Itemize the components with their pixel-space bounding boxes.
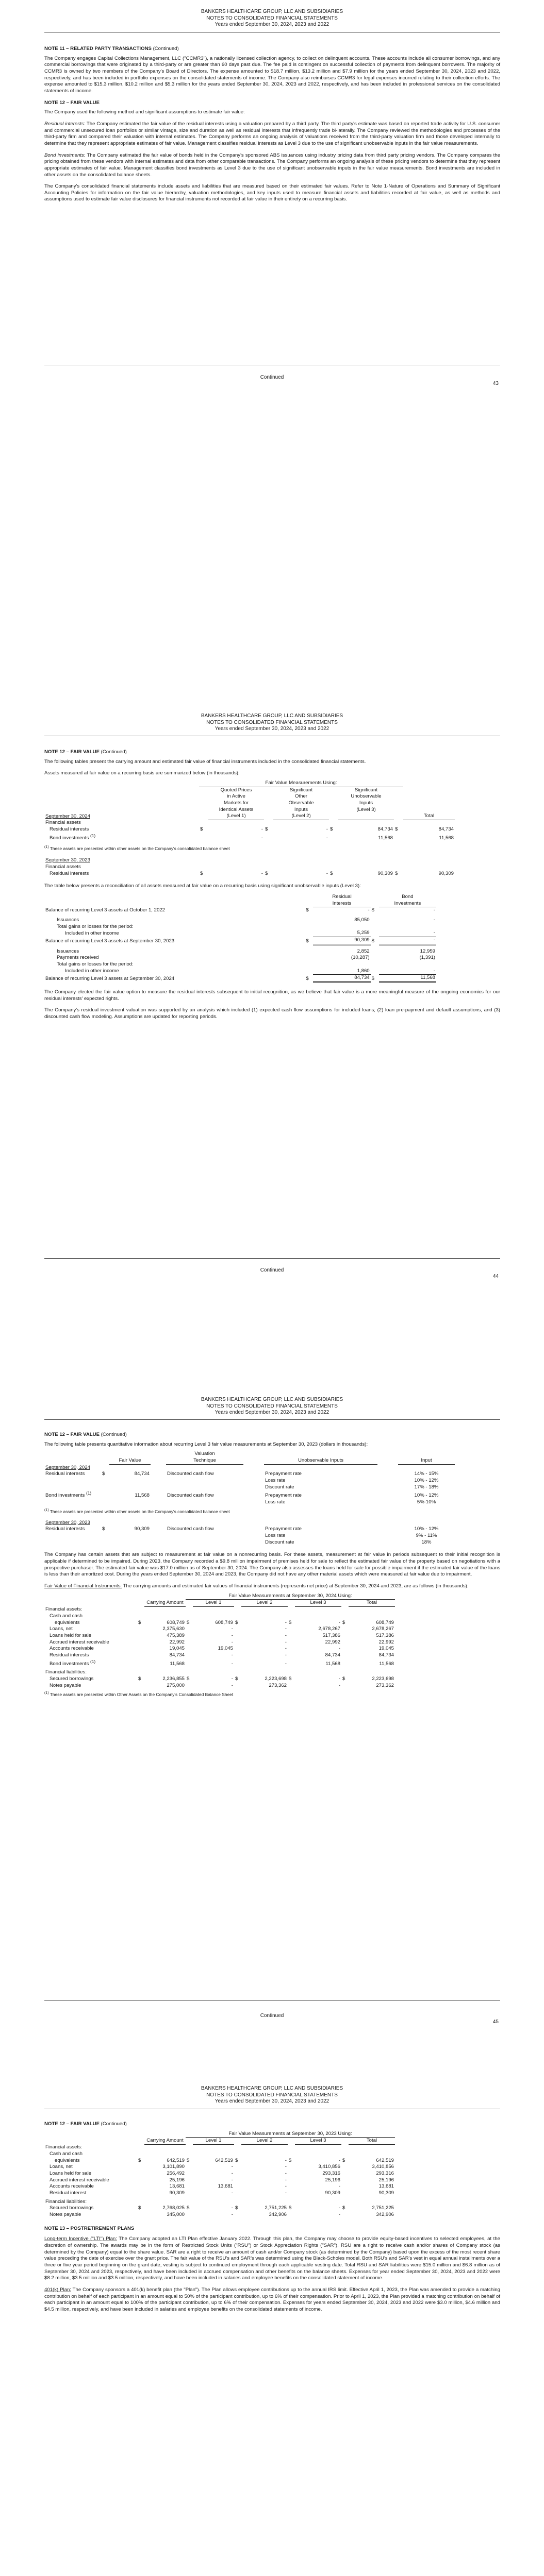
- fair-value-option-text: The Company elected the fair value option to measure the residual interests subsequent to initial recognition, as we believe that fair value is a more meaningful measure of the ongoing economics for our residual interests' expected rights.: [44, 989, 500, 1002]
- assets-2024-body: [44, 1613, 500, 1667]
- table-row: Residual interests $ 84,734 Discounted cash flow Prepayment rate 14% - 15%: [45, 1471, 439, 1477]
- continued-label: Continued: [260, 375, 284, 380]
- bond-paragraph: Bond investments: The Company estimated the fair value of bonds held in the Company's sponsored ABS issuances using industry pricing data from third party pricing vendors. The Company compares the pricing obtained from these vendors with internal estimates and data from other comparable transactions. The Company performs an ongoing analysis of these pricing vendors to determine that they represent appropriate estimates of fair value. Management classifies bond investments as Level 3 due to the use of significant unobservable inputs in the fair value measurements. Bond investments are included in other assets on the consolidated balance sheets.: [44, 152, 500, 178]
- company-name: BANKERS HEALTHCARE GROUP, LLC AND SUBSIDIARIES: [201, 9, 343, 14]
- page-45: [0, 1397, 544, 2110]
- table-row: Included in other income 1,860 -: [65, 968, 435, 974]
- header-title: NOTES TO CONSOLIDATED FINANCIAL STATEMENTS: [206, 719, 338, 725]
- table-row: Secured borrowings $ 2,236,855 $ - $ 2,223,698 $ - $ 2,223,698: [50, 1676, 394, 1682]
- fvm-header: Fair Value Measurements Using:: [199, 780, 403, 787]
- header-period: Years ended September 30, 2024, 2023 and 2022: [215, 2098, 329, 2104]
- table-row: Accounts receivable 19,045 19,045 - - 19,045: [50, 1646, 394, 1652]
- recon-intro: The table below presents a reconciliation of all assets measured at fair value on a recurring basis using significant unobservable inputs (Level 3):: [44, 883, 361, 889]
- table-row: Loans held for sale 475,389 - - 517,386 517,386: [50, 1632, 394, 1638]
- table-row: Loss rate 10% - 12%: [265, 1477, 439, 1483]
- footnote: $^{(1)}$ These assets are presented within Other Assets on the Company's Consolidated Balance Sheet: [44, 1691, 234, 1698]
- table-row: Accrued interest receivable 25,196 - - 25,196 25,196: [50, 2177, 394, 2183]
- financial-instruments-2024-table: Fair Value Measurements at September 30, 2024 Using: Carrying Amount Level 1 Level 2 Level 3 Total Financial assets: Cash and cash equivalents $ 608,749 $ 608,749 $ - $ - $ 608,749 Loans, net 2,375,630 - - 2,678,267 2,678,267 Loans held for sale 475,389 - - 517,386 517,386 Accrued interest receivable 22,992 - - 22,992 22,992 Accounts receivable 19,045 19,045 - - 19,045 Residual interests 84,734 - - 84,734 84,734 Bond investments $^{(1)}$ 11,568 - - 11,568 11,568 Financial liabilities: Secured borrowings $ 2,236,855 $ - $ 2,223,698 $ - $ 2,223,698 Notes payable 275,000 - 273,362 - 273,362: [44, 1593, 500, 1689]
- tables-intro: The following tables present the carrying amount and estimated fair value of financial instruments included in the consolidated financial statements.: [44, 758, 366, 765]
- fvm-2023-header: Fair Value Measurements at September 30, 2023 Using:: [186, 2131, 395, 2138]
- table-row: Loss rate 5%-10%: [265, 1499, 436, 1505]
- table-row: Residual interests 84,734 - - 84,734 84,734: [50, 1652, 394, 1658]
- table-row: Loans, net 3,101,890 - - 3,410,856 3,410,856: [50, 2164, 394, 2170]
- continued-label: Continued: [260, 2013, 284, 2019]
- note12-heading: NOTE 12 – FAIR VALUE (Continued): [44, 749, 127, 755]
- closing-paragraph: The Company's consolidated financial statements include assets and liabilities that are measured based on their estimated fair values. Refer to Note 1-Nature of Operations and Summary of Significant Accounting Policies for information on the fair value hierarchy, valuation methodologies, and key inputs used to measure financial assets and liabilities recorded at fair value, as well as methods and assumptions used to estimate fair value disclosures for financial instruments not recorded at fair value in their entirety on a recurring basis.: [44, 183, 500, 202]
- table-row: Balance of recurring Level 3 assets at September 30, 2023 $ 90,309 $ -: [45, 937, 435, 944]
- company-name: BANKERS HEALTHCARE GROUP, LLC AND SUBSIDIARIES: [201, 1397, 343, 1402]
- table-row: equivalents $ 642,519 $ 642,519 $ - $ - $ 642,519: [55, 2157, 394, 2163]
- table-row: Discount rate 17% - 18%: [265, 1484, 439, 1490]
- table-row: Notes payable 275,000 - 273,362 - 273,362: [50, 1682, 394, 1688]
- header-title: NOTES TO CONSOLIDATED FINANCIAL STATEMENTS: [206, 15, 338, 21]
- fair-value-header: Fair Value: [109, 1458, 151, 1464]
- level3-quantitative-table: Valuation Fair Value Technique Unobservable Inputs Input September 30, 2024 Residual interests $ 84,734 Discounted cash flow Prepayment rate 14% - 15% Loss rate 10% - 12% Discount rate 17% - 18% Bond investments $^{(1)}$ 11,568 Discounted cash flow Prepayment rate 10% - 12% Loss rate 5%-10%: [44, 1451, 500, 1505]
- table-row: Bond investments $^{(1)}$ 11,568 - - 11,568 11,568: [50, 1658, 394, 1667]
- page-number: 45: [492, 2019, 499, 2025]
- ltip-paragraph: Long-term Incentive ("LTI") Plan: The Company adopted an LTI Plan effective January 2022. Through this plan, the Company may choose to provide equity-based incentives to selected employees, at the discretion of ownership. The awards may be in the form of Restricted Stock Units ("RSU") or Stock Appreciation Rights ("SAR"). RSU are a right to receive cash and/or shares of Company stock (as determined by the Company) equal to the share value. SAR are a right to receive an amount of cash and/or Company stock (as determined by the Company) based upon the excess of the most recent share value preceding the date of exercise over the grant price. The fair value of the RSU's and SAR's was determined using the Black-Scholes model. Both RSU's and SAR's vest in equal annual installments over a three or five year period beginning on the grant date, vesting is subject to continued employment through each applicable vesting date. Total RSU and SAR liabilities were $15.0 million and $6.8 million as of September 30, 2024 and 2023, respectively, and have been included in accrued compensation and other benefits on the balance sheets. Expenses for year ended September 30, 2024, 2023 and 2022 were $8.2 million, $3.5 million and $3.5 million, respectively, and have been included in salaries and employee benefits on the consolidated statement of income.: [44, 2236, 500, 2281]
- header-rule: [44, 1419, 500, 1420]
- footer-rule: [44, 1258, 500, 1259]
- table-date: September 30, 2024: [45, 813, 90, 819]
- assets-2023-body: [44, 2151, 500, 2197]
- total-header: Total: [403, 813, 455, 820]
- table-row: Residual interests $ - $ - $ 90,309 $ 90,309: [50, 870, 454, 876]
- level3-reconciliation-table: Residual Bond Interests Investments Balance of recurring Level 3 assets at October 1, 2022 $ - $ - Issuances 85,050 - Total gains or losses for the period: Included in other income 5,259 - Balance of recurring Level 3 assets at September 30, 2023 $ 90,309 $ - Issuances 2,852 12,959 Payments received (10,287) (1,391) Total gains or losses for the period: Included in other income 1,860 - Balance of recurring Level 3 assets at September 30, 2024 $ 84,734 $ 11,568: [45, 894, 435, 981]
- page-header: [0, 9, 544, 28]
- header-period: Years ended September 30, 2024, 2023 and 2022: [215, 22, 329, 27]
- recurring-fair-value-table: Fair Value Measurements Using: Quoted Prices Significant Significant in Active Other Unobservable Markets for Observable Inputs Identical Assets Inputs (Level 3) September 30, 2024 (Level 1) (Level 2) Total Financial assets Residual interests $ - $ - $ 84,734 $ 84,734 Bond investments $^{(1)}$ - - 11,568 11,568: [44, 780, 500, 842]
- residual-valuation-text: The Company's residual investment valuation was supported by an analysis which included (1) expected cash flow assumptions for included loans; (2) loan pre-payment and default assumptions, and (3) discounted cash flow modeling. Assumptions are updated for reporting periods.: [44, 1007, 500, 1020]
- table-row: Residual interest 90,309 - - 90,309 90,309: [50, 2190, 394, 2196]
- page-number: 43: [492, 381, 499, 386]
- page-43: [0, 0, 544, 703]
- note12-heading: NOTE 12 – FAIR VALUE (Continued): [44, 2121, 127, 2127]
- header-title: NOTES TO CONSOLIDATED FINANCIAL STATEMENTS: [206, 1403, 338, 1409]
- note12-intro: The Company used the following method and significant assumptions to estimate fair value:: [44, 109, 245, 115]
- note12-heading: NOTE 12 – FAIR VALUE (Continued): [44, 1432, 127, 1437]
- table-row: Accrued interest receivable 22,992 - - 22,992 22,992: [50, 1639, 394, 1645]
- page-header: [0, 1397, 544, 1416]
- header-title: NOTES TO CONSOLIDATED FINANCIAL STATEMENTS: [206, 2092, 338, 2098]
- table-row: Included in other income 5,259 -: [65, 930, 435, 936]
- note11-heading: NOTE 11 – RELATED PARTY TRANSACTIONS (Continued): [44, 46, 179, 52]
- table-row: Residual interests $ - $ - $ 84,734 $ 84,734: [50, 826, 454, 833]
- residual-paragraph: Residual interests: The Company estimated the fair value of the residual interests using a valuation prepared by a third party. The third party's estimate was based on reported trade activity for U.S. consumer and commercial unsecured loan portfolios or similar vintage, size and duration as well as residual interests that infrequently trade bi-laterally. The Company reviewed the methodologies and processes of the third-party firm and compared their valuation with internal estimates. The Company performs an ongoing analysis of valuations received from the third-party valuation firm and those developed internally to determine that they represent appropriate estimates of fair value. Management classifies residual interests as Level 3 due to the use of significant unobservable inputs in the fair value measurements.: [44, 121, 500, 146]
- table-row: Balance of recurring Level 3 assets at October 1, 2022 $ - $ -: [45, 907, 435, 913]
- fvm-2024-header: Fair Value Measurements at September 30, 2024 Using:: [186, 1593, 395, 1600]
- page-header: [0, 713, 544, 733]
- table-row: Cash and cash: [50, 1613, 83, 1619]
- table-row: Secured borrowings $ 2,768,025 $ - $ 2,751,225 $ - $ 2,751,225: [50, 2205, 394, 2211]
- table-row: Loans, net 2,375,630 - - 2,678,267 2,678,267: [50, 1626, 394, 1632]
- table-row: Total gains or losses for the period:: [57, 961, 134, 967]
- company-name: BANKERS HEALTHCARE GROUP, LLC AND SUBSIDIARIES: [201, 2086, 343, 2091]
- note12-heading: NOTE 12 – FAIR VALUE: [44, 99, 100, 106]
- note13-heading: NOTE 13 – POSTRETIREMENT PLANS: [44, 2225, 135, 2231]
- table-row: Total gains or losses for the period:: [57, 923, 134, 929]
- page-header: [0, 2086, 544, 2105]
- continued-label: Continued: [260, 1267, 284, 1273]
- company-name: BANKERS HEALTHCARE GROUP, LLC AND SUBSIDIARIES: [201, 713, 343, 719]
- quant-intro: The following table presents quantitative information about recurring Level 3 fair value measurements at September 30, 2023 (dollars in thousands):: [44, 1441, 368, 1447]
- table-row: Accounts receivable 13,681 13,681 - - 13,681: [50, 2183, 394, 2190]
- note11-body: The Company engages Capital Collections Management, LLC ("CCMR3"), a nationally licensed collection agency, to collect on delinquent accounts. These accounts include all consumer borrowings, and any commercial borrowings that were originated by a third-party or are greater than 60 days past due. The fee paid is contingent on successful collection of payments from delinquent borrowers. The majority of CCMR3 is owned by two members of the Company's Board of Directors. The expense amounted to $18.7 million, $13.2 million and $7.9 million for the years ended September 30, 2024, 2023 and 2022, respectively, and has been included in portfolio expenses on the consolidated statements of income. The Company also reimburses CCMR3 for legal expenses incurred relating to their collection efforts. The expense amounted to $15.3 million, $10.2 million and $5.3 million for the years ended September 30, 2024, 2023 and 2022, respectively, and has been included in professional services on the consolidated statements of income.: [44, 55, 500, 94]
- k401-paragraph: 401(k) Plan: The Company sponsors a 401(k) benefit plan (the "Plan"). The Plan allows employee contributions up to the annual IRS limit. Effective April 1, 2023, the Plan was amended to provide a matching contribution on behalf of each participant in an amount equal to 50% of the participant contribution, up to 6% of their compensation. Prior to April 1, 2023, the Plan provided a matching contribution on behalf of each participant in an amount equal to 100% of the participant contribution, up to 6% of their compensation. Expenses for years ended September 30, 2024, 2023 and 2022 were $3.0 million, $4.6 million and $4.5 million, respectively, and have been included in salaries and employee benefits on the consolidated statements of income.: [44, 2286, 500, 2312]
- financial-instruments-2023-table: Fair Value Measurements at September 30, 2023 Using: Carrying Amount Level 1 Level 2 Level 3 Total Financial assets: Cash and cash equivalents $ 642,519 $ 642,519 $ - $ - $ 642,519 Loans, net 3,101,890 - - 3,410,856 3,410,856 Loans held for sale 256,492 - - 293,316 293,316 Accrued interest receivable 25,196 - - 25,196 25,196 Accounts receivable 13,681 13,681 - - 13,681 Residual interest 90,309 - - 90,309 90,309 Financial liabilities: Secured borrowings $ 2,768,025 $ - $ 2,751,225 $ - $ 2,751,225 Notes payable 345,000 - 342,906 - 342,906: [44, 2131, 500, 2218]
- page-number: 44: [492, 1274, 499, 1279]
- page-46: [0, 2086, 544, 2576]
- table-row: Bond investments $^{(1)}$ 11,568 Discounted cash flow Prepayment rate 10% - 12%: [45, 1490, 439, 1499]
- table-row: Cash and cash: [50, 2151, 83, 2157]
- level3-quantitative-2023: September 30, 2023 Residual interests $ 90,309 Discounted cash flow Prepayment rate 10% - 12% Loss rate 9% - 11% Discount rate 18%: [44, 1520, 500, 1546]
- liabilities-2024-body: [44, 1676, 500, 1689]
- header-period: Years ended September 30, 2024, 2023 and 2022: [215, 1410, 329, 1415]
- table-row: Loans held for sale 256,492 - - 293,316 293,316: [50, 2171, 394, 2177]
- table-row: Payments received (10,287) (1,391): [57, 955, 435, 961]
- table-row: Discount rate 18%: [265, 1539, 432, 1545]
- footnote: $^{(1)}$ These assets are presented within other assets on the Company's consolidated balance sheet: [44, 845, 230, 851]
- liabilities-2023-body: [44, 2205, 500, 2218]
- recurring-intro: Assets measured at fair value on a recurring basis are summarized below (in thousands):: [44, 770, 240, 776]
- table-row: Residual interests $ 90,309 Discounted cash flow Prepayment rate 10% - 12%: [45, 1526, 439, 1532]
- table-row: Loss rate 9% - 11%: [265, 1532, 437, 1538]
- nonrecurring-text: The Company has certain assets that are subject to measurement at fair value on a nonrecurring basis. For these assets, measurement at fair value in periods subsequent to their initial recognition is applicable if determined to be impaired. During 2023, the Company recorded a $9.8 million impairment of premises held for sale to reflect the estimated fair value of the property based on negotiations with a prospective purchaser. The estimated fair value was $17.0 million as of September 30, 2024. The Company also assesses the loans held for sale for possible impairment if the estimated fair value of the loans is less than their amortized cost. During the years ended September 30, 2024 and 2023, the Company did not have any other material assets which were measured at fair value due to impairment.: [44, 1552, 500, 1578]
- table-row: equivalents $ 608,749 $ 608,749 $ - $ - $ 608,749: [55, 1619, 394, 1625]
- table-row: Issuances 85,050 -: [57, 917, 435, 923]
- page-44: [0, 703, 544, 1406]
- table-row: Bond investments $^{(1)}$ - - 11,568 11,568: [50, 833, 454, 841]
- table-row: Issuances 2,852 12,959: [57, 948, 435, 954]
- recurring-fair-value-2023: September 30, 2023 Financial assets Residual interests $ - $ - $ 90,309 $ 90,309: [44, 857, 500, 877]
- fvfi-paragraph: Fair Value of Financial Instruments: The carrying amounts and estimated fair values of financial instruments (represents net price) at September 30, 2024 and 2023, are as follows (in thousands):: [44, 1583, 469, 1589]
- header-period: Years ended September 30, 2024, 2023 and 2022: [215, 726, 329, 732]
- table-row: Balance of recurring Level 3 assets at September 30, 2024 $ 84,734 $ 11,568: [45, 975, 435, 981]
- table-row: Notes payable 345,000 - 342,906 - 342,906: [50, 2212, 394, 2218]
- footnote: $^{(1)}$ These assets are presented within other assets on the Company's consolidated balance sheet: [44, 1508, 230, 1514]
